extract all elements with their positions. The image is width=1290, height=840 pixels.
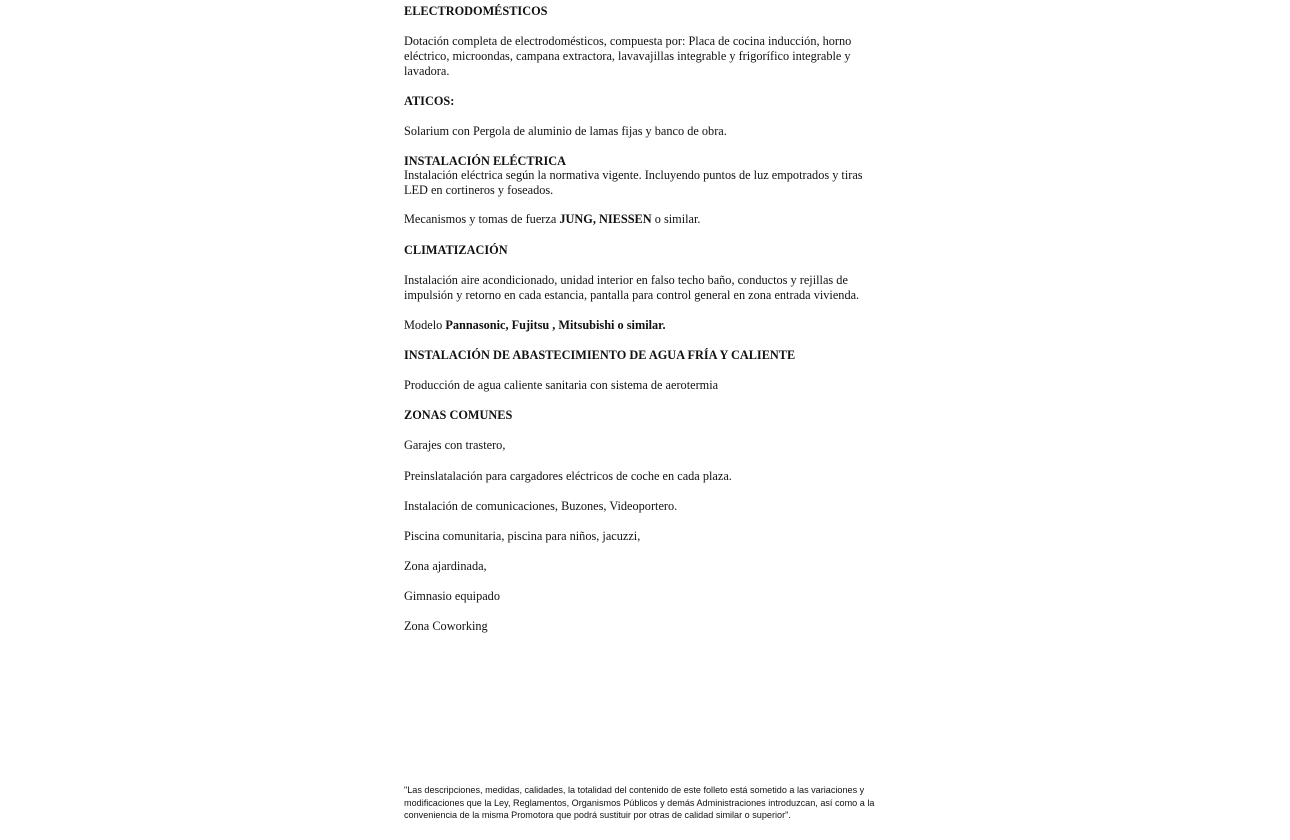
list-item: Preinslatalación para cargadores eléctricos de coche en cada plaza. — [404, 469, 732, 483]
list-item: Gimnasio equipado — [404, 589, 500, 603]
mecanismos-suffix: o similar. — [651, 212, 701, 226]
climatizacion-line-1: Instalación aire acondicionado, unidad interior en falso techo baño, conductos y rejillas de — [404, 273, 848, 287]
list-item: Zona ajardinada, — [404, 559, 487, 573]
electrodomesticos-line-1: Dotación completa de electrodomésticos, compuesta por: Placa de cocina inducción, horno — [404, 34, 852, 48]
climatizacion-line-2: impulsión y retorno en cada estancia, pantalla para control general en zona entrada vivienda. — [404, 288, 860, 302]
modelo-brands: Pannasonic, Fujitsu , Mitsubishi o similar. — [445, 318, 666, 332]
aticos-text: Solarium con Pergola de aluminio de lamas fijas y banco de obra. — [404, 124, 727, 138]
agua-text: Producción de agua caliente sanitaria con sistema de aerotermia — [404, 378, 719, 392]
list-item: Piscina comunitaria, piscina para niños, jacuzzi, — [404, 529, 641, 543]
heading-abastecimiento-agua: INSTALACIÓN DE ABASTECIMIENTO DE AGUA FRÍA Y CALIENTE — [404, 348, 796, 362]
electrica-line-1: Instalación eléctrica según la normativa vigente. Incluyendo puntos de luz empotrados y tiras — [404, 168, 863, 182]
heading-zonas-comunes: ZONAS COMUNES — [404, 408, 513, 422]
modelo-prefix: Modelo — [404, 318, 446, 332]
mecanismos-brands: JUNG, NIESSEN — [559, 212, 652, 226]
electrica-line-2: LED en cortineros y foseados. — [404, 183, 554, 197]
heading-electrodomesticos: ELECTRODOMÉSTICOS — [404, 4, 548, 18]
heading-instalacion-electrica: INSTALACIÓN ELÉCTRICA — [404, 154, 567, 168]
list-item: Instalación de comunicaciones, Buzones, Videoportero. — [404, 499, 678, 513]
disclaimer-line-2: modificaciones que la Ley, Reglamentos, Organismos Públicos y demás Administraciones introduzcan, así como a la — [404, 797, 875, 808]
modelo-paragraph — [404, 318, 884, 333]
electrodomesticos-line-2: eléctrico, microondas, campana extractora, lavavajillas integrable y frigorífico integrable y — [404, 49, 851, 63]
disclaimer-footer — [404, 784, 884, 822]
list-item: Zona Coworking — [404, 619, 488, 633]
disclaimer-line-1: "Las descripciones, medidas, calidades, la totalidad del contenido de este folleto está sometido a las variaciones y — [404, 785, 865, 795]
heading-aticos: ATICOS: — [404, 94, 455, 108]
list-item: Garajes con trastero, — [404, 438, 506, 452]
disclaimer-line-3: conveniencia de la misma Promotora que podrá sustituir por otras de calidad similar o superior". — [404, 810, 791, 820]
electrodomesticos-line-3: lavadora. — [404, 64, 450, 78]
heading-climatizacion: CLIMATIZACIÓN — [404, 243, 508, 257]
mecanismos-paragraph — [404, 212, 884, 227]
mecanismos-prefix: Mecanismos y tomas de fuerza — [404, 212, 560, 226]
